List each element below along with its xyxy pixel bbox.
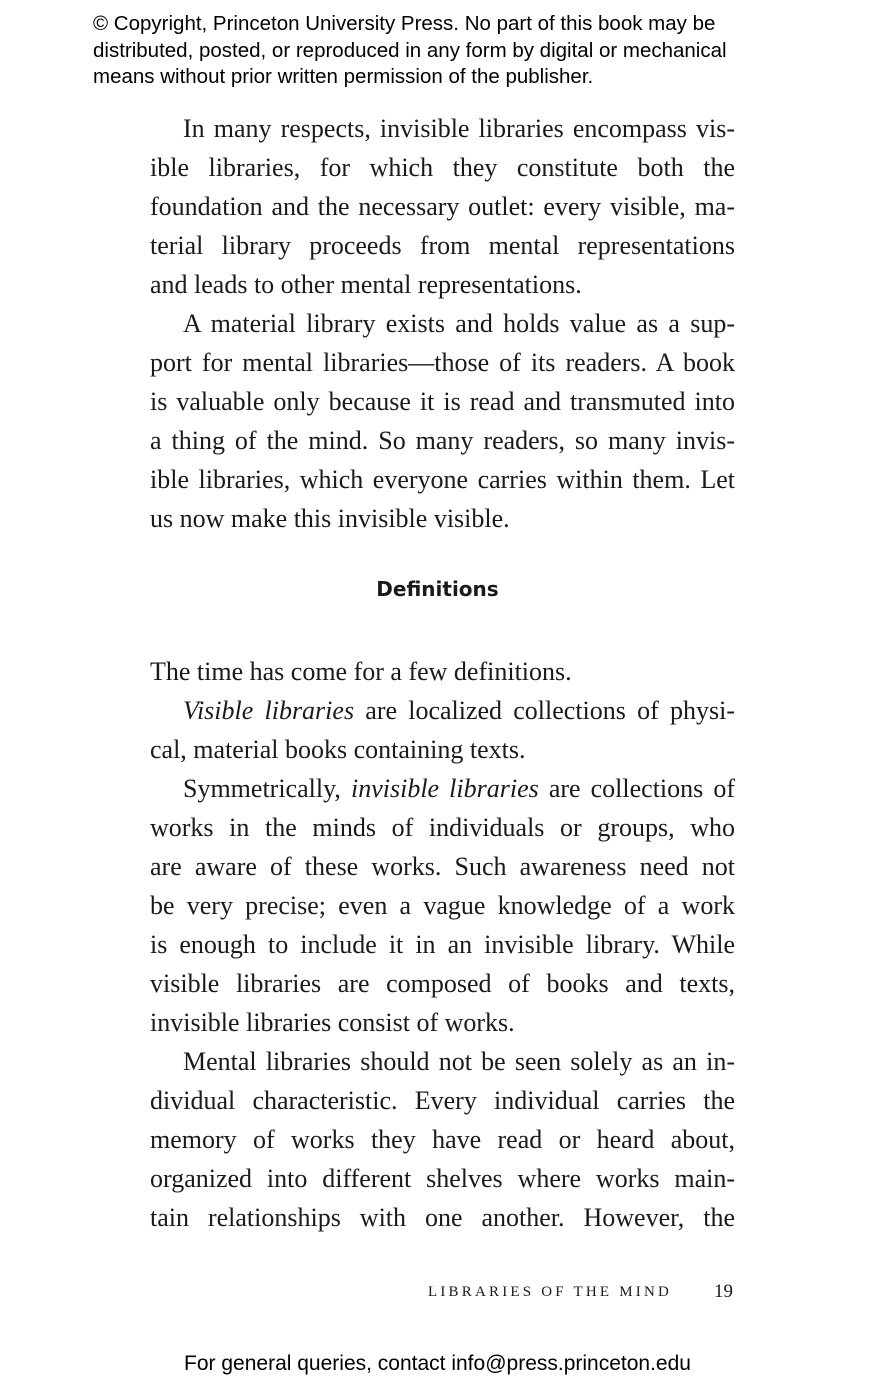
text-line: and leads to other mental representations. (150, 270, 582, 299)
text-line: dividual characteristic. Every individual carries the (150, 1086, 735, 1115)
copyright-line: © Copyright, Princeton University Press. No part of this book may be (93, 12, 716, 35)
text-span: are localized collections of physi- (354, 696, 735, 725)
text-line: ible libraries, which everyone carries within them. Let (150, 465, 735, 494)
section-heading: Definitions (376, 577, 499, 601)
text-line: cal, material books containing texts. (150, 735, 526, 764)
italic-term: invisible libraries (350, 774, 539, 803)
copyright-notice (93, 11, 853, 91)
page-number: 19 (714, 1281, 733, 1302)
text-line: is enough to include it in an invisible library. While (150, 930, 735, 959)
text-line: us now make this invisible visible. (150, 504, 510, 533)
text-line: organized into different shelves where works main- (150, 1164, 735, 1193)
text-line: visible libraries are composed of books and texts, (150, 969, 735, 998)
copyright-line: means without prior written permission of the publisher. (93, 65, 594, 88)
text-line: In many respects, invisible libraries encompass vis- (183, 114, 735, 143)
text-span: Symmetrically, (183, 774, 351, 803)
copyright-line: distributed, posted, or reproduced in any form by digital or mechanical (93, 38, 727, 62)
running-head: LIBRARIES OF THE MIND (428, 1284, 673, 1300)
text-line: memory of works they have read or heard about, (150, 1125, 735, 1154)
text-line (150, 769, 735, 808)
italic-term: Visible libraries (183, 696, 355, 725)
text-line: port for mental libraries—those of its readers. A book (150, 348, 735, 377)
text-line: foundation and the necessary outlet: every visible, ma- (150, 192, 735, 221)
text-line (150, 691, 735, 730)
text-line: invisible libraries consist of works. (150, 1008, 515, 1037)
text-line: Mental libraries should not be seen solely as an in- (183, 1047, 735, 1076)
text-line: be very precise; even a vague knowledge of a work (150, 891, 735, 920)
text-line: are aware of these works. Such awareness need not (150, 852, 735, 881)
text-line: tain relationships with one another. However, the (150, 1203, 735, 1232)
footer-contact: For general queries, contact info@press.princeton.edu (184, 1352, 691, 1375)
text-line: a thing of the mind. So many readers, so many invis- (150, 426, 735, 455)
text-line: The time has come for a few definitions. (150, 657, 572, 686)
text-span: are collections of (538, 774, 735, 803)
text-line: terial library proceeds from mental representations (150, 231, 735, 260)
text-line: is valuable only because it is read and transmuted into (150, 387, 735, 416)
text-line: A material library exists and holds value as a sup- (183, 309, 735, 338)
text-line: ible libraries, for which they constitute both the (150, 153, 735, 182)
text-line: works in the minds of individuals or groups, who (150, 813, 735, 842)
